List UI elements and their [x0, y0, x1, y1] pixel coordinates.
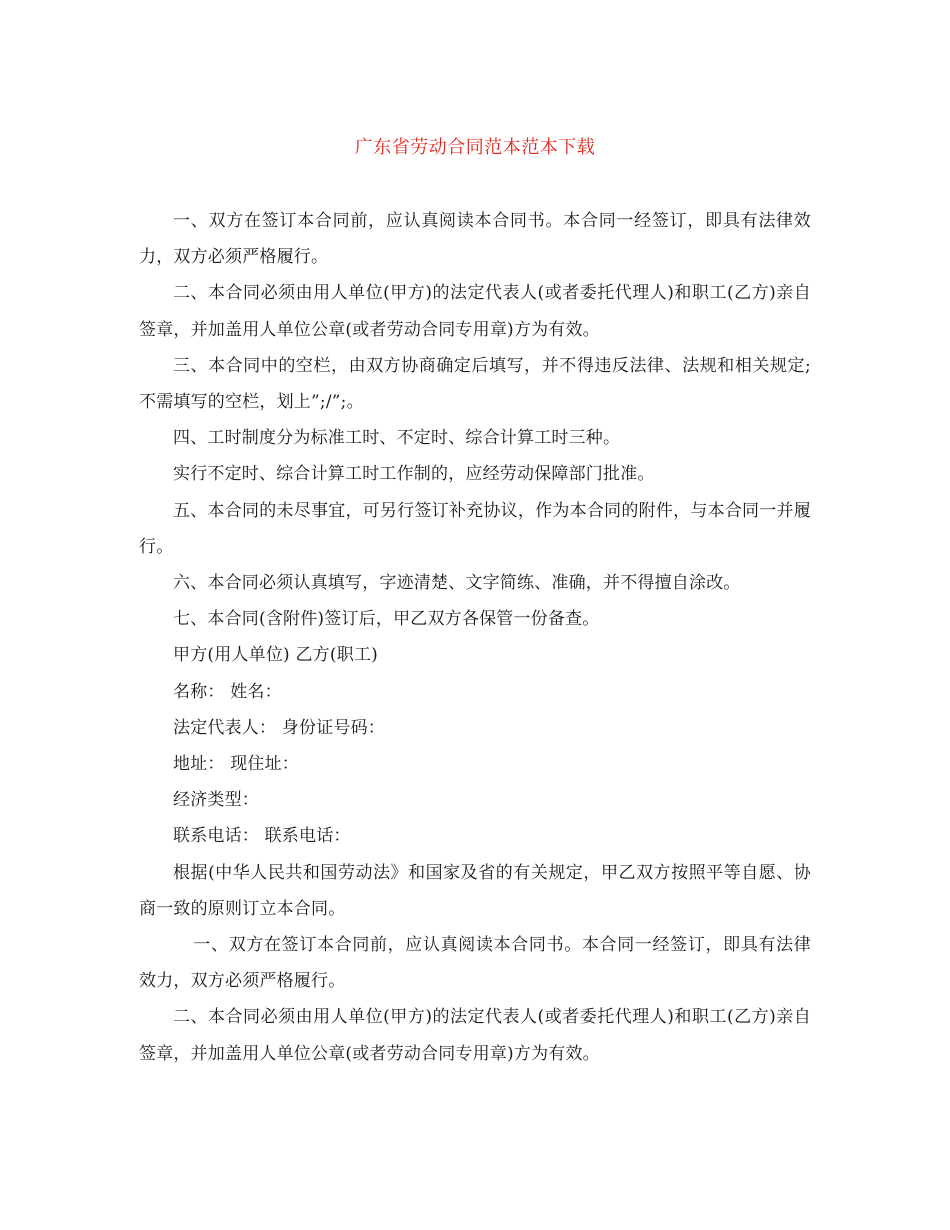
paragraph-notice-7: 七、本合同(含附件)签订后，甲乙双方各保管一份备查。 — [173, 609, 600, 630]
paragraph-notice-5: 五、本合同的未尽事宜，可另行签订补充协议，作为本合同的附件，与本合同一并履行。 — [139, 500, 811, 557]
paragraph-clause-2: 二、本合同必须由用人单位(甲方)的法定代表人(或者委托代理人)和职工(乙方)亲自签章，并加盖用人单位公章(或者劳动合同专用章)方为有效。 — [139, 1007, 811, 1064]
paragraph-notice-4: 四、工时制度分为标准工时、不定时、综合计算工时三种。 — [173, 428, 621, 449]
paragraph-notice-6: 六、本合同必须认真填写，字迹清楚、文字简练、准确，并不得擅自涂改。 — [173, 573, 741, 594]
party-representative-row: 法定代表人： 身份证号码： — [173, 717, 386, 738]
document-title: 广东省劳动合同范本范本下载 — [354, 137, 596, 158]
party-header: 甲方(用人单位) 乙方(职工) — [173, 645, 378, 666]
paragraph-notice-1: 一、双方在签订本合同前，应认真阅读本合同书。本合同一经签订，即具有法律效力，双方必须严格履行。 — [139, 211, 811, 268]
paragraph-notice-4-detail: 实行不定时、综合计算工时工作制的，应经劳动保障部门批准。 — [173, 464, 655, 485]
party-name-row: 名称： 姓名： — [173, 681, 282, 702]
party-address-row: 地址： 现住址： — [173, 754, 300, 775]
paragraph-notice-3: 三、本合同中的空栏，由双方协商确定后填写，并不得违反法律、法规和相关规定;不需填写的空栏，划上”;/”;。 — [139, 355, 811, 413]
paragraph-basis: 根据(中华人民共和国劳动法》和国家及省的有关规定，甲乙双方按照平等自愿、协商一致的原则订立本合同。 — [139, 862, 811, 919]
paragraph-clause-1: 一、双方在签订本合同前，应认真阅读本合同书。本合同一经签订，即具有法律效力，双方必须严格履行。 — [139, 935, 811, 992]
party-phone-row: 联系电话： 联系电话： — [173, 826, 351, 847]
party-economic-type-row: 经济类型： — [173, 790, 259, 811]
document-body — [139, 203, 811, 1072]
paragraph-notice-2: 二、本合同必须由用人单位(甲方)的法定代表人(或者委托代理人)和职工(乙方)亲自签章，并加盖用人单位公章(或者劳动合同专用章)方为有效。 — [139, 283, 811, 340]
